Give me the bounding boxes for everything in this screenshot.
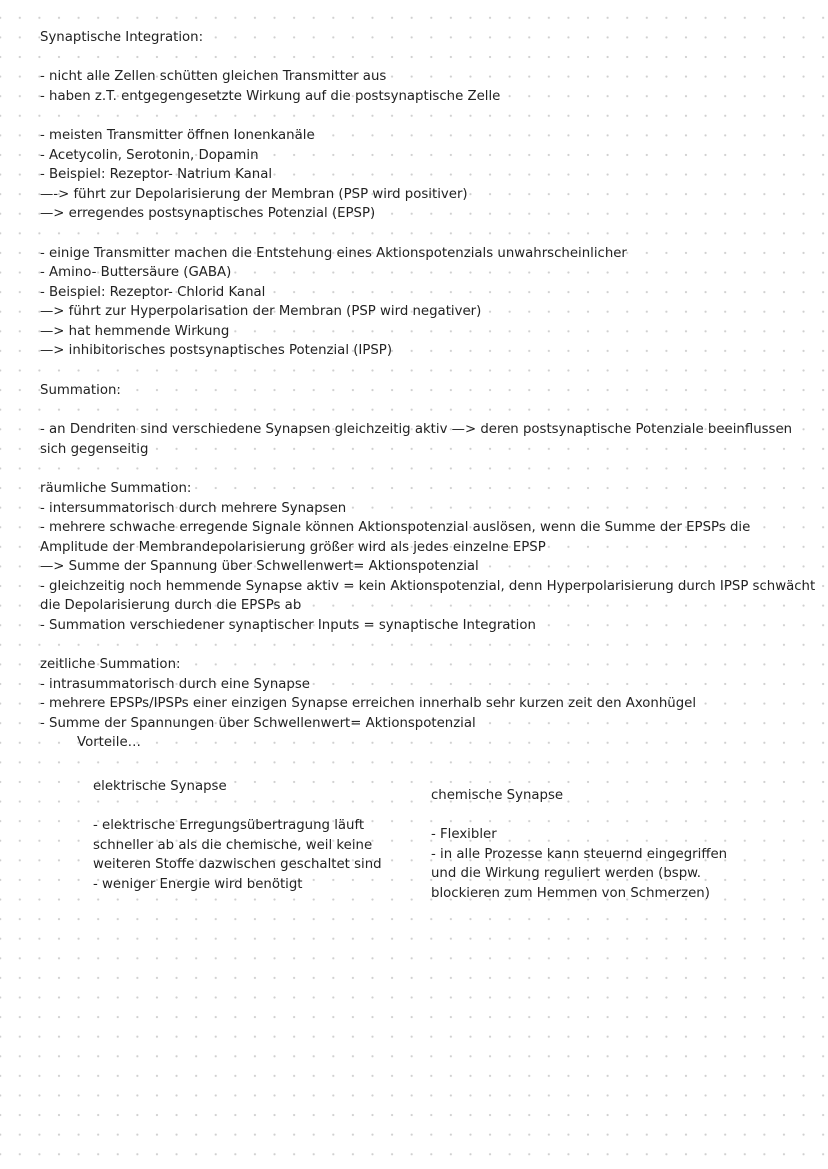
text-line: - intrasummatorisch durch eine Synapse	[40, 677, 310, 692]
text-line: sich gegenseitig	[40, 442, 149, 457]
text-line: - meisten Transmitter öffnen Ionenkanäle	[40, 128, 315, 143]
text-line: —> erregendes postsynaptisches Potenzial (EPSP)	[40, 206, 376, 221]
text-line: - mehrere schwache erregende Signale können Aktionspotenzial auslösen, wenn die Summe der EPSPs die	[40, 520, 751, 535]
text-line: - einige Transmitter machen die Entstehung eines Aktionspotenzials unwahrscheinlicher	[40, 246, 627, 261]
electrical-synapse-column	[93, 777, 393, 895]
text-line: - gleichzeitig noch hemmende Synapse aktiv = kein Aktionspotenzial, denn Hyperpolarisierung durch IPSP schwächt	[40, 579, 816, 594]
text-line: —> hat hemmende Wirkung	[40, 324, 230, 339]
text-line: —> Summe der Spannung über Schwellenwert= Aktionspotenzial	[40, 559, 479, 574]
text-line: - haben z.T. entgegengesetzte Wirkung auf die postsynaptische Zelle	[40, 89, 501, 104]
chemical-synapse-column	[431, 786, 761, 904]
text-line: —> inhibitorisches postsynaptisches Potenzial (IPSP)	[40, 343, 393, 358]
section-heading-integration: Synaptische Integration:	[40, 30, 204, 45]
text-line: —> führt zur Hyperpolarisation der Membran (PSP wird negativer)	[40, 304, 482, 319]
electrical-synapse-title: elektrische Synapse	[93, 779, 227, 794]
text-line: - Beispiel: Rezeptor- Chlorid Kanal	[40, 285, 266, 300]
text-line: - Summe der Spannungen über Schwellenwert= Aktionspotenzial	[40, 716, 476, 731]
text-line: blockieren zum Hemmen von Schmerzen)	[431, 885, 710, 901]
chemical-synapse-title: chemische Synapse	[431, 788, 564, 803]
text-line: - an Dendriten sind verschiedene Synapsen gleichzeitig aktiv —> deren postsynaptische Potenziale beeinflussen	[40, 422, 793, 437]
text-line: - Acetycolin, Serotonin, Dopamin	[40, 148, 259, 163]
text-line: - nicht alle Zellen schütten gleichen Transmitter aus	[40, 69, 387, 84]
text-line: - Summation verschiedener synaptischer Inputs = synaptische Integration	[40, 618, 536, 633]
text-line: - mehrere EPSPs/IPSPs einer einzigen Synapse erreichen innerhalb sehr kurzen zeit den Axonhügel	[40, 696, 697, 711]
text-line: - intersummatorisch durch mehrere Synapsen	[40, 501, 347, 516]
text-line: - Flexibler	[431, 827, 497, 843]
text-line: weiteren Stoffe dazwischen geschaltet sind	[93, 857, 382, 873]
text-line: schneller ab als die chemische, weil keine	[93, 837, 373, 853]
text-line: Amplitude der Membrandepolarisierung größer wird als jedes einzelne EPSP	[40, 540, 546, 555]
section-heading-spatial: räumliche Summation:	[40, 481, 192, 496]
text-line: - weniger Energie wird benötigt	[93, 876, 303, 892]
text-line: - Beispiel: Rezeptor- Natrium Kanal	[40, 167, 273, 182]
text-line: - in alle Prozesse kann steuernd eingegriffen	[431, 846, 728, 862]
text-line: und die Wirkung reguliert werden (bspw.	[431, 866, 702, 882]
text-line: die Depolarisierung durch die EPSPs ab	[40, 598, 302, 613]
section-heading-temporal: zeitliche Summation:	[40, 657, 181, 672]
text-line: - elektrische Erregungsübertragung läuft	[93, 818, 365, 834]
section-heading-summation: Summation:	[40, 383, 121, 398]
advantages-heading: Vorteile…	[77, 735, 141, 750]
text-line: - Amino- Buttersäure (GABA)	[40, 265, 232, 280]
text-line: —-> führt zur Depolarisierung der Membran (PSP wird positiver)	[40, 187, 468, 202]
